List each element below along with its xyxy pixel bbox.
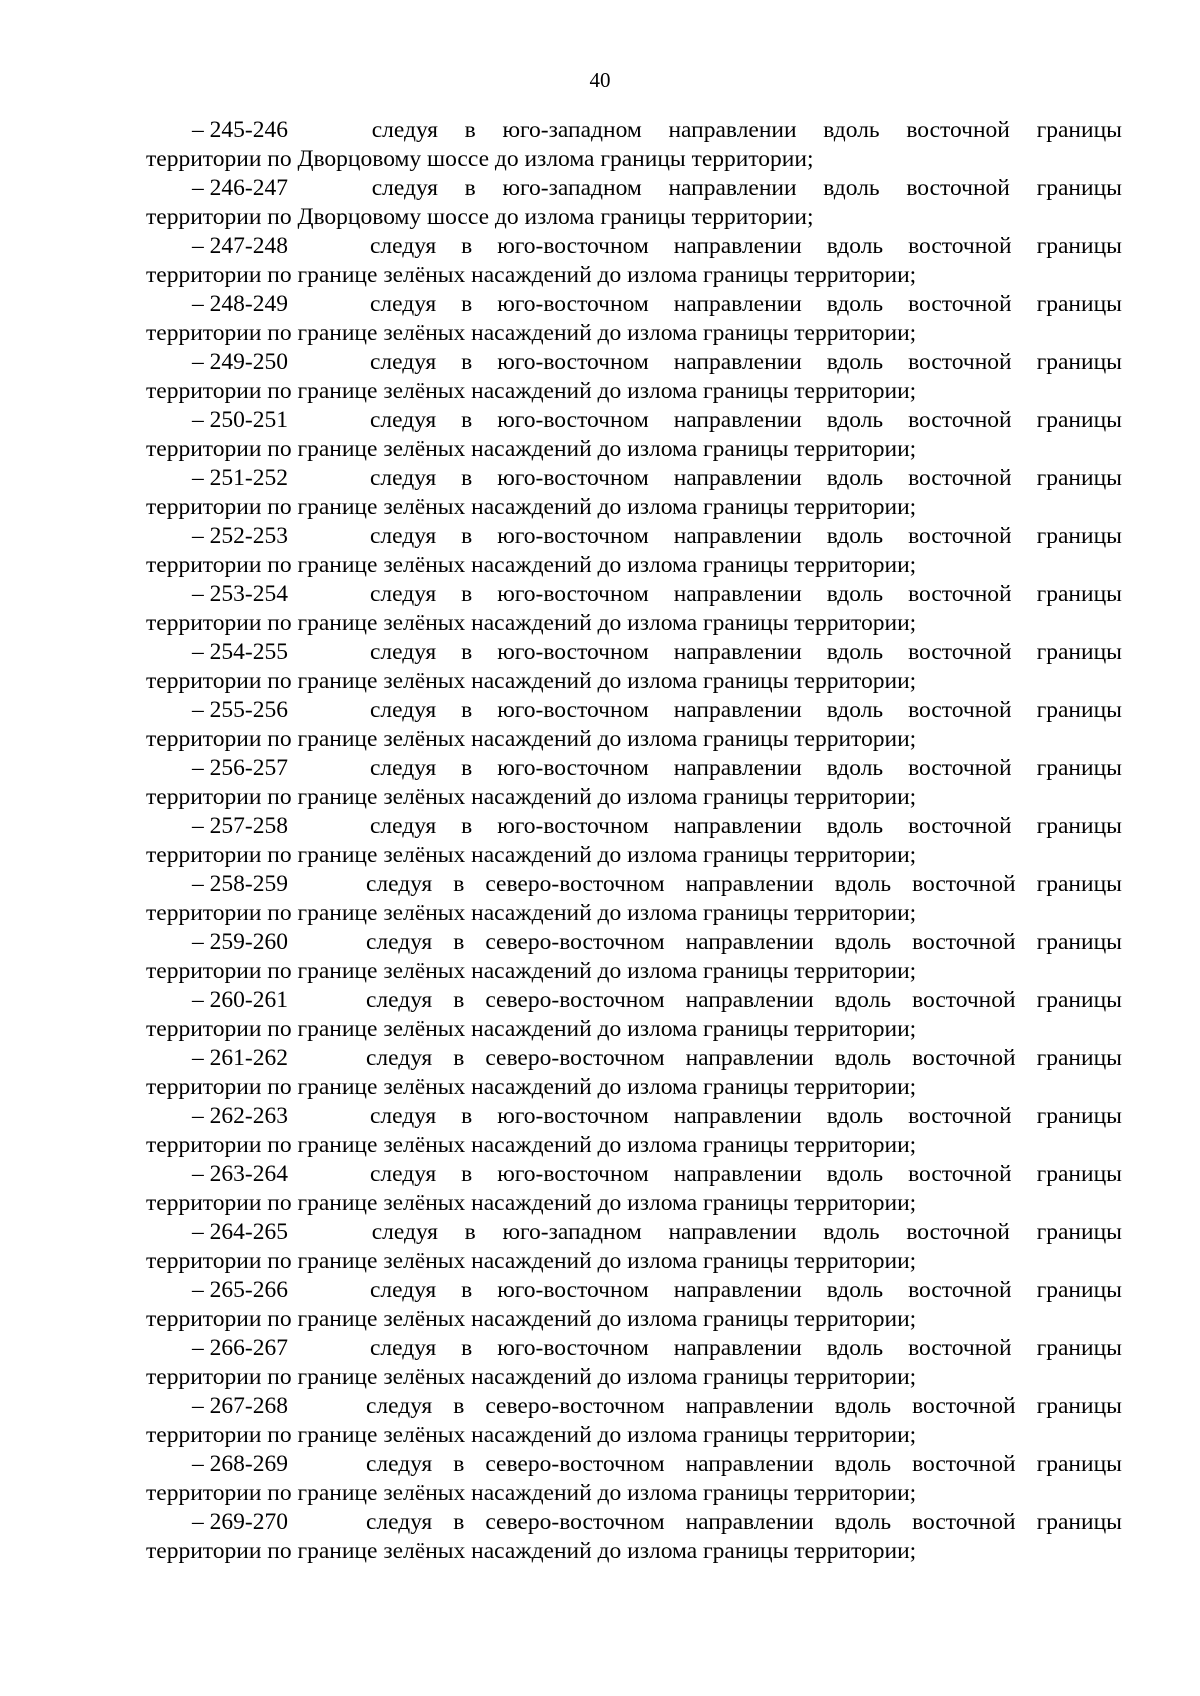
paragraph-word: восточной [908,233,1012,259]
boundary-segment-paragraph [146,348,1122,406]
paragraph-word: границы [1036,697,1122,723]
segment-number: – 263-264 [192,1161,288,1187]
paragraph-continuation: территории по границе зелёных насаждений до излома границы территории; [146,1074,917,1100]
segment-number: – 268-269 [192,1451,288,1477]
paragraph-word: вдоль [826,697,884,723]
paragraph-word: границы [1036,1103,1122,1129]
paragraph-first-line [146,696,1122,725]
paragraph-word: следуя [369,697,437,723]
paragraph-word: восточной [908,813,1012,839]
boundary-segment-paragraph [146,754,1122,812]
paragraph-word: следуя [366,1451,433,1477]
paragraph-word: северо-восточном [485,871,665,897]
segment-number: – 251-252 [192,465,288,491]
paragraph-word: направлении [673,1277,802,1303]
paragraph-word: вдоль [826,639,884,665]
paragraph-word: границы [1036,813,1122,839]
segment-number: – 247-248 [192,233,288,259]
paragraph-word: направлении [668,1219,797,1245]
boundary-segment-paragraph [146,174,1122,232]
boundary-segment-paragraph [146,232,1122,290]
paragraph-word: границы [1036,1045,1122,1071]
paragraph-word: восточной [908,1103,1012,1129]
paragraph-continuation: территории по границе зелёных насаждений до излома границы территории; [146,1132,917,1158]
boundary-segment-paragraph [146,1218,1122,1276]
paragraph-word: направлении [685,1393,814,1419]
paragraph-continuation: территории по границе зелёных насаждений до излома границы территории; [146,552,917,578]
paragraph-word: северо-восточном [485,1509,665,1535]
paragraph-continuation: территории по Дворцовому шоссе до излома границы территории; [146,146,814,172]
segment-number: – 253-254 [192,581,288,607]
paragraph-word: следуя [366,1509,433,1535]
paragraph-word: вдоль [823,1219,880,1245]
paragraph-first-line [146,1334,1122,1363]
paragraph-continuation: территории по границе зелёных насаждений до излома границы территории; [146,958,917,984]
boundary-segment-paragraph [146,812,1122,870]
paragraph-word: направлении [685,1045,814,1071]
paragraph-word: юго-восточном [497,639,649,665]
paragraph-word: восточной [906,1219,1010,1245]
paragraph-word: юго-восточном [497,1103,649,1129]
paragraph-word: направлении [673,1335,802,1361]
boundary-segment-paragraph [146,1044,1122,1102]
paragraph-word: границы [1036,1277,1122,1303]
paragraph-word: в [461,291,473,317]
paragraph-first-line [146,522,1122,551]
paragraph-word: в [461,465,473,491]
paragraph-continuation: территории по границе зелёных насаждений до излома границы территории; [146,320,917,346]
paragraph-word: направлении [673,813,802,839]
paragraph-word: следуя [369,233,437,259]
paragraph-word: вдоль [826,349,884,375]
paragraph-word: вдоль [823,117,880,143]
paragraph-first-line [146,464,1122,493]
segment-number: – 254-255 [192,639,288,665]
paragraph-word: направлении [673,233,802,259]
segment-number: – 258-259 [192,871,288,897]
paragraph-word: восточной [908,1161,1012,1187]
paragraph-word: следуя [369,1161,437,1187]
paragraph-continuation: территории по границе зелёных насаждений до излома границы территории; [146,784,917,810]
paragraph-word: юго-восточном [497,233,649,259]
paragraph-word: границы [1036,1161,1122,1187]
paragraph-word: границы [1036,175,1122,201]
paragraph-word: восточной [912,1393,1016,1419]
paragraph-word: в [453,1451,465,1477]
paragraph-word: вдоль [826,755,884,781]
boundary-segment-paragraph [146,1450,1122,1508]
paragraph-word: вдоль [834,1509,892,1535]
boundary-segment-paragraph [146,406,1122,464]
paragraph-word: юго-западном [502,1219,642,1245]
paragraph-word: следуя [366,987,433,1013]
paragraph-word: направлении [685,1451,814,1477]
paragraph-word: направлении [673,407,802,433]
paragraph-continuation: территории по границе зелёных насаждений до излома границы территории; [146,668,917,694]
paragraph-word: вдоль [823,175,880,201]
paragraph-word: юго-восточном [497,291,649,317]
segment-number: – 246-247 [192,175,288,201]
paragraph-word: в [461,697,473,723]
paragraph-word: в [464,117,476,143]
segment-number: – 252-253 [192,523,288,549]
paragraph-word: границы [1036,929,1122,955]
paragraph-word: вдоль [826,581,884,607]
paragraph-word: восточной [906,117,1010,143]
paragraph-word: следуя [369,407,437,433]
paragraph-word: направлении [673,465,802,491]
paragraph-word: вдоль [826,1103,884,1129]
paragraph-word: границы [1036,291,1122,317]
paragraph-word: границы [1036,581,1122,607]
paragraph-word: направлении [685,987,814,1013]
segment-number: – 265-266 [192,1277,288,1303]
paragraph-word: восточной [908,639,1012,665]
segment-number: – 266-267 [192,1335,288,1361]
paragraph-word: юго-восточном [497,1277,649,1303]
segment-number: – 264-265 [192,1219,288,1245]
segment-number: – 269-270 [192,1509,288,1535]
paragraph-first-line [146,754,1122,783]
segment-number: – 261-262 [192,1045,288,1071]
paragraph-continuation: территории по границе зелёных насаждений до излома границы территории; [146,842,917,868]
boundary-segment-paragraph [146,986,1122,1044]
paragraph-word: следуя [369,1103,437,1129]
segment-number: – 259-260 [192,929,288,955]
paragraph-continuation: территории по границе зелёных насаждений до излома границы территории; [146,900,917,926]
paragraph-continuation: территории по границе зелёных насаждений до излома границы территории; [146,1422,917,1448]
paragraph-word: юго-восточном [497,349,649,375]
paragraph-word: следуя [369,523,437,549]
paragraph-word: вдоль [826,1335,884,1361]
paragraph-word: границы [1036,407,1122,433]
segment-number: – 248-249 [192,291,288,317]
boundary-segment-paragraph [146,1160,1122,1218]
paragraph-continuation: территории по границе зелёных насаждений до излома границы территории; [146,1248,917,1274]
paragraph-word: в [461,407,473,433]
paragraph-word: вдоль [834,987,892,1013]
paragraph-word: направлении [673,349,802,375]
paragraph-word: в [464,175,476,201]
paragraph-word: юго-восточном [497,1335,649,1361]
paragraph-first-line [146,986,1122,1015]
paragraph-word: следуя [371,175,438,201]
paragraph-continuation: территории по границе зелёных насаждений до излома границы территории; [146,1016,917,1042]
segment-number: – 250-251 [192,407,288,433]
paragraph-word: направлении [673,1103,802,1129]
paragraph-continuation: территории по границе зелёных насаждений до излома границы территории; [146,494,917,520]
boundary-segment-paragraph [146,290,1122,348]
paragraph-word: границы [1036,871,1122,897]
boundary-segment-paragraph [146,1508,1122,1566]
paragraph-first-line [146,870,1122,899]
paragraph-continuation: территории по границе зелёных насаждений до излома границы территории; [146,1480,917,1506]
boundary-segment-paragraph [146,1102,1122,1160]
paragraph-continuation: территории по границе зелёных насаждений до излома границы территории; [146,436,917,462]
paragraph-word: восточной [908,1335,1012,1361]
paragraph-first-line [146,812,1122,841]
boundary-segment-paragraph [146,116,1122,174]
paragraph-word: в [461,233,473,259]
paragraph-word: в [453,929,465,955]
paragraph-word: в [461,1277,473,1303]
paragraph-word: восточной [908,291,1012,317]
paragraph-word: вдоль [826,1161,884,1187]
paragraph-word: границы [1036,117,1122,143]
boundary-segment-paragraph [146,870,1122,928]
paragraph-first-line [146,232,1122,261]
paragraph-word: направлении [685,1509,814,1535]
paragraph-word: восточной [912,871,1016,897]
paragraph-continuation: территории по границе зелёных насаждений до излома границы территории; [146,378,917,404]
paragraph-word: границы [1036,639,1122,665]
paragraph-word: направлении [673,291,802,317]
paragraph-first-line [146,406,1122,435]
paragraph-word: следуя [366,929,433,955]
paragraph-first-line [146,1450,1122,1479]
paragraph-word: восточной [912,1451,1016,1477]
paragraph-word: следуя [369,349,437,375]
paragraph-word: следуя [369,813,437,839]
paragraph-word: юго-восточном [497,581,649,607]
paragraph-word: в [461,639,473,665]
paragraph-word: следуя [371,117,438,143]
paragraph-first-line [146,116,1122,145]
boundary-segment-paragraph [146,522,1122,580]
boundary-segment-paragraph [146,1392,1122,1450]
paragraph-continuation: территории по границе зелёных насаждений до излома границы территории; [146,726,917,752]
paragraph-word: следуя [369,465,437,491]
paragraph-first-line [146,290,1122,319]
paragraph-word: юго-западном [502,117,642,143]
paragraph-word: следуя [369,581,437,607]
segment-number: – 245-246 [192,117,288,143]
segment-number: – 260-261 [192,987,288,1013]
paragraph-word: следуя [369,291,437,317]
segment-number: – 249-250 [192,349,288,375]
paragraph-word: в [453,1393,465,1419]
paragraph-word: направлении [668,117,797,143]
page-number: 40 [589,68,611,92]
paragraph-word: следуя [366,1393,433,1419]
paragraph-first-line [146,1102,1122,1131]
paragraph-word: направлении [673,697,802,723]
boundary-segment-paragraph [146,1276,1122,1334]
paragraph-word: направлении [673,639,802,665]
paragraph-word: вдоль [826,233,884,259]
paragraph-word: вдоль [826,1277,884,1303]
paragraph-first-line [146,580,1122,609]
paragraph-first-line [146,1044,1122,1073]
paragraph-word: следуя [369,755,437,781]
paragraph-first-line [146,1160,1122,1189]
paragraph-first-line [146,1392,1122,1421]
paragraph-word: восточной [912,1509,1016,1535]
paragraph-word: восточной [908,523,1012,549]
paragraph-continuation: территории по границе зелёных насаждений до излома границы территории; [146,610,917,636]
paragraph-word: границы [1036,1393,1122,1419]
paragraph-word: границы [1036,349,1122,375]
paragraph-word: границы [1036,1219,1122,1245]
paragraph-first-line [146,1218,1122,1247]
paragraph-word: юго-восточном [497,1161,649,1187]
paragraph-word: в [461,1161,473,1187]
paragraph-word: в [461,1103,473,1129]
paragraph-word: границы [1036,465,1122,491]
paragraph-word: в [461,581,473,607]
paragraph-word: направлении [673,581,802,607]
paragraph-word: в [453,1045,465,1071]
paragraph-word: направлении [673,1161,802,1187]
boundary-segment-paragraph [146,696,1122,754]
paragraph-continuation: территории по границе зелёных насаждений до излома границы территории; [146,262,917,288]
paragraph-word: вдоль [834,871,892,897]
paragraph-word: следуя [366,871,433,897]
paragraph-first-line [146,638,1122,667]
paragraph-word: юго-западном [502,175,642,201]
paragraph-word: юго-восточном [497,813,649,839]
paragraph-word: направлении [685,871,814,897]
paragraph-word: следуя [369,1277,437,1303]
paragraph-word: юго-восточном [497,465,649,491]
paragraph-first-line [146,348,1122,377]
paragraph-word: вдоль [826,291,884,317]
paragraph-word: в [461,349,473,375]
paragraph-word: восточной [906,175,1010,201]
paragraph-word: границы [1036,987,1122,1013]
segment-number: – 257-258 [192,813,288,839]
paragraph-word: вдоль [826,523,884,549]
paragraph-word: северо-восточном [485,1451,665,1477]
paragraph-word: границы [1036,1335,1122,1361]
paragraph-word: направлении [673,755,802,781]
paragraph-word: северо-восточном [485,1045,665,1071]
paragraph-word: в [453,987,465,1013]
paragraph-continuation: территории по Дворцовому шоссе до излома границы территории; [146,204,814,230]
paragraph-first-line [146,1508,1122,1537]
paragraph-word: границы [1036,1451,1122,1477]
boundary-segment-paragraph [146,1334,1122,1392]
paragraph-continuation: территории по границе зелёных насаждений до излома границы территории; [146,1364,917,1390]
paragraph-word: следуя [371,1219,438,1245]
paragraph-word: восточной [908,581,1012,607]
boundary-segment-paragraph [146,638,1122,696]
paragraph-word: границы [1036,1509,1122,1535]
segment-number: – 256-257 [192,755,288,781]
paragraph-word: восточной [908,1277,1012,1303]
paragraph-word: направлении [685,929,814,955]
paragraph-word: юго-восточном [497,755,649,781]
paragraph-continuation: территории по границе зелёных насаждений до излома границы территории; [146,1190,917,1216]
paragraph-word: в [453,871,465,897]
paragraph-word: вдоль [834,1045,892,1071]
segment-number: – 262-263 [192,1103,288,1129]
paragraph-word: юго-восточном [497,697,649,723]
paragraph-word: в [464,1219,476,1245]
paragraph-word: юго-восточном [497,407,649,433]
paragraph-first-line [146,174,1122,203]
paragraph-word: следуя [369,639,437,665]
paragraph-word: в [461,523,473,549]
paragraph-word: северо-восточном [485,1393,665,1419]
paragraph-word: вдоль [826,407,884,433]
paragraph-word: вдоль [826,465,884,491]
paragraph-continuation: территории по границе зелёных насаждений до излома границы территории; [146,1306,917,1332]
paragraph-word: восточной [912,987,1016,1013]
paragraph-word: следуя [369,1335,437,1361]
boundary-segment-paragraph [146,928,1122,986]
paragraph-word: границы [1036,523,1122,549]
paragraph-word: следуя [366,1045,433,1071]
segment-number: – 267-268 [192,1393,288,1419]
paragraph-word: вдоль [826,813,884,839]
boundary-segment-paragraph [146,580,1122,638]
paragraph-word: вдоль [834,929,892,955]
paragraph-word: восточной [908,349,1012,375]
paragraph-word: границы [1036,233,1122,259]
paragraph-word: восточной [912,929,1016,955]
boundary-segment-paragraph [146,464,1122,522]
paragraph-word: северо-восточном [485,987,665,1013]
paragraph-word: северо-восточном [485,929,665,955]
segment-number: – 255-256 [192,697,288,723]
paragraph-word: в [461,755,473,781]
paragraph-word: восточной [912,1045,1016,1071]
boundary-description-list [146,116,1122,1566]
paragraph-word: восточной [908,465,1012,491]
paragraph-first-line [146,1276,1122,1305]
paragraph-word: восточной [908,407,1012,433]
paragraph-word: в [453,1509,465,1535]
paragraph-word: в [461,1335,473,1361]
paragraph-word: восточной [908,755,1012,781]
paragraph-word: направлении [668,175,797,201]
paragraph-word: границы [1036,755,1122,781]
paragraph-word: вдоль [834,1451,892,1477]
paragraph-continuation: территории по границе зелёных насаждений до излома границы территории; [146,1538,917,1564]
paragraph-word: в [461,813,473,839]
paragraph-word: восточной [908,697,1012,723]
paragraph-word: вдоль [834,1393,892,1419]
paragraph-word: юго-восточном [497,523,649,549]
paragraph-word: направлении [673,523,802,549]
paragraph-first-line [146,928,1122,957]
